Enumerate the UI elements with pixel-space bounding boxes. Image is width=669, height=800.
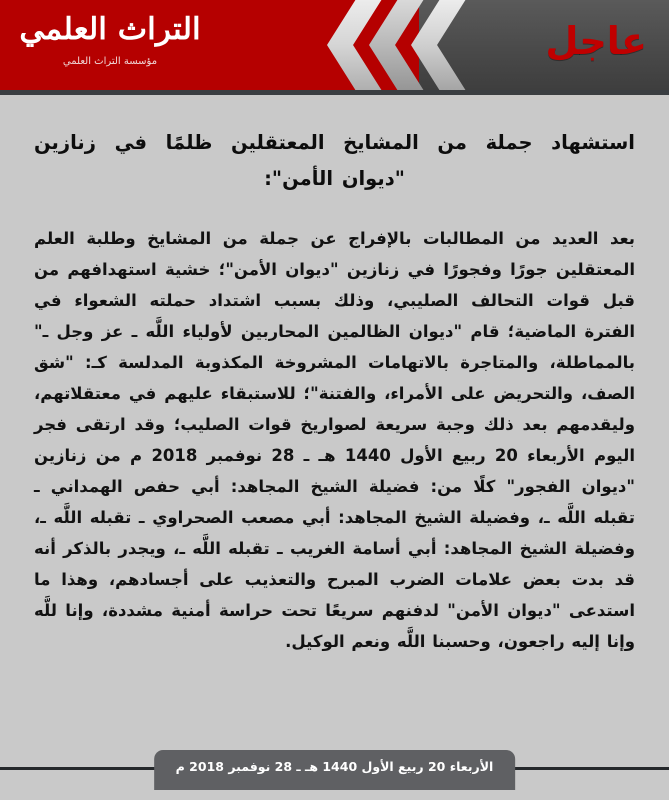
article-body-container (0, 95, 669, 755)
page-title: استشهاد جملة من المشايخ المعتقلين ظلمًا في زنازين "ديوان الأمن": (34, 131, 635, 190)
page-header (0, 0, 669, 90)
brand-logo[interactable] (0, 8, 220, 70)
brand-logo-subtitle: مؤسسة التراث العلمي (62, 56, 158, 67)
urgent-badge: عاجل (545, 19, 647, 63)
chevron-left-icon-inner (411, 0, 473, 90)
page-footer (0, 750, 669, 800)
article-paragraph: بعد العديد من المطالبات بالإفراج عن جملة من المشايخ وطلبة العلم المعتقلين جورًا وفجورًا في زنازين "ديوان الأمن"؛ خشية استهدافهم من قبل قوات التحالف الصليبي، وذلك بسبب اشتداد حملته الشعواء في الفترة الماضية؛ قام "ديوان الظالمين المحاربين لأولياء اللَّه ـ عز وجل ـ" بالمماطلة، والمتاجرة بالاتهامات المشروخة المكذوبة المدلسة كـ: "شق الصف، والتحريض على الأمراء، والفتنة"؛ للاستبقاء عليهم في معتقلاتهم، وليقدمهم بعد ذلك وجبة سريعة لصواريخ قوات الصليب؛ وقد ارتقى فجر اليوم الأربعاء 20 ربيع الأول 1440 هـ ـ 28 نوفمبر 2018 م من زنازين "ديوان الفجور" كلًا من: فضيلة الشيخ المجاهد: أبي حفص الهمداني ـ تقبله اللَّه ـ، وفضيلة الشيخ المجاهد: أبي مصعب الصحراوي ـ تقبله اللَّه ـ، وفضيلة الشيخ المجاهد: أبي أسامة الغريب ـ تقبله اللَّه ـ، ويجدر بالذكر أنه قد بدت بعض علامات الضرب المبرح والتعذيب على أجسادهم، وهذا ما استدعى "ديوان الأمن" لدفنهم سريعًا تحت حراسة أمنية مشددة، وإنا للَّه وإنا إليه راجعون، وحسبنا اللَّه ونعم الوكيل. (34, 229, 636, 651)
brand-logo-mark: التراث العلمي (19, 12, 201, 47)
publication-date: الأربعاء 20 ربيع الأول 1440 هـ ـ 28 نوفمبر 2018 م (154, 750, 516, 790)
